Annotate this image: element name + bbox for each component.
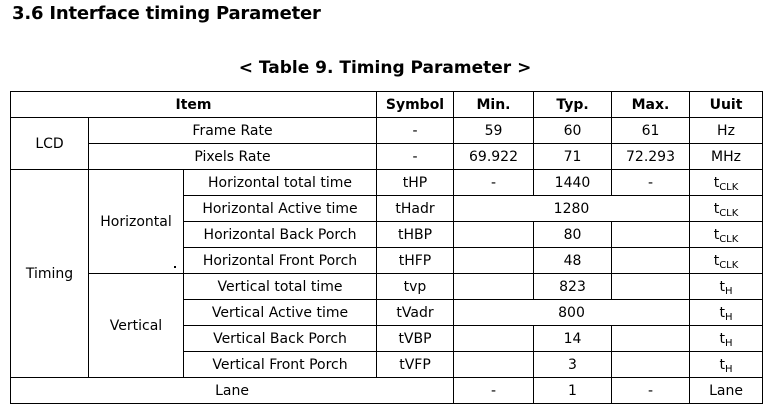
cell-min <box>454 274 534 300</box>
cell-max <box>612 352 690 378</box>
unit-base: t <box>713 252 720 269</box>
header-symbol: Symbol <box>377 92 454 118</box>
cell-unit: Hz <box>690 118 763 144</box>
cell-symbol: tHadr <box>377 196 454 222</box>
cell-unit <box>690 170 763 196</box>
cell-unit <box>690 326 763 352</box>
header-typ: Typ. <box>534 92 612 118</box>
cell-unit <box>690 196 763 222</box>
cell-symbol: tHBP <box>377 222 454 248</box>
cell-min <box>454 222 534 248</box>
unit-base: t <box>719 330 725 347</box>
cell-item: Horizontal Back Porch <box>184 222 377 248</box>
cell-symbol: tVBP <box>377 326 454 352</box>
cell-item: Horizontal Front Porch <box>184 248 377 274</box>
cell-min: 69.922 <box>454 144 534 170</box>
cell-min: - <box>454 170 534 196</box>
cell-typ: 3 <box>534 352 612 378</box>
cell-unit <box>690 300 763 326</box>
cell-symbol: - <box>377 118 454 144</box>
subgroup-label-vertical: Vertical <box>89 274 184 378</box>
header-min: Min. <box>454 92 534 118</box>
cell-item: Pixels Rate <box>89 144 377 170</box>
unit-subscript: H <box>724 337 733 349</box>
unit-subscript: H <box>724 363 733 375</box>
cell-unit: Lane <box>690 378 763 404</box>
cell-max: 72.293 <box>612 144 690 170</box>
unit-base: t <box>719 356 725 373</box>
cell-unit: MHz <box>690 144 763 170</box>
cell-typ: 800 <box>454 300 690 326</box>
group-label-timing: Timing <box>11 170 89 378</box>
cell-max <box>612 274 690 300</box>
unit-subscript: CLK <box>719 259 739 271</box>
cell-min: 59 <box>454 118 534 144</box>
cell-item: Frame Rate <box>89 118 377 144</box>
cell-typ: 60 <box>534 118 612 144</box>
timing-parameter-table <box>10 91 763 404</box>
cell-typ: 1280 <box>454 196 690 222</box>
cell-typ: 71 <box>534 144 612 170</box>
table-row <box>11 144 763 170</box>
table-row <box>11 170 763 196</box>
cell-min <box>454 352 534 378</box>
subgroup-label-horizontal: Horizontal <box>89 170 184 274</box>
cell-item: Vertical Front Porch <box>184 352 377 378</box>
unit-base: t <box>719 304 725 321</box>
cell-max: - <box>612 170 690 196</box>
cell-max: - <box>612 378 690 404</box>
cell-typ: 1440 <box>534 170 612 196</box>
cell-item: Lane <box>11 378 454 404</box>
cell-typ: 1 <box>534 378 612 404</box>
table-caption: < Table 9. Timing Parameter > <box>238 58 532 78</box>
unit-subscript: CLK <box>719 181 739 193</box>
unit-base: t <box>713 174 720 191</box>
cell-typ: 823 <box>534 274 612 300</box>
table-row <box>11 378 763 404</box>
table-header-row <box>11 92 763 118</box>
cell-min <box>454 248 534 274</box>
unit-subscript: H <box>724 285 733 297</box>
cell-item: Vertical Active time <box>184 300 377 326</box>
unit-base: t <box>713 226 720 243</box>
cell-max <box>612 326 690 352</box>
cell-max: 61 <box>612 118 690 144</box>
cell-symbol: tHP <box>377 170 454 196</box>
cell-item: Horizontal Active time <box>184 196 377 222</box>
cell-min <box>454 326 534 352</box>
cell-symbol: tHFP <box>377 248 454 274</box>
cell-max <box>612 248 690 274</box>
cell-symbol: tvp <box>377 274 454 300</box>
cell-typ: 14 <box>534 326 612 352</box>
cell-min: - <box>454 378 534 404</box>
group-label-lcd: LCD <box>11 118 89 170</box>
cell-unit <box>690 274 763 300</box>
table-row <box>11 118 763 144</box>
section-heading: 3.6 Interface timing Parameter <box>12 3 321 24</box>
cell-symbol: tVFP <box>377 352 454 378</box>
cell-typ: 48 <box>534 248 612 274</box>
cell-typ: 80 <box>534 222 612 248</box>
table-row <box>11 274 763 300</box>
unit-subscript: H <box>724 311 733 323</box>
unit-subscript: CLK <box>719 207 739 219</box>
header-item: Item <box>11 92 377 118</box>
unit-base: t <box>713 200 720 217</box>
cell-unit <box>690 248 763 274</box>
cell-max <box>612 222 690 248</box>
cell-unit <box>690 352 763 378</box>
cell-symbol: tVadr <box>377 300 454 326</box>
cell-item: Vertical Back Porch <box>184 326 377 352</box>
unit-subscript: CLK <box>719 233 739 245</box>
header-unit: Uuit <box>690 92 763 118</box>
cell-unit <box>690 222 763 248</box>
header-max: Max. <box>612 92 690 118</box>
cell-item: Horizontal total time <box>184 170 377 196</box>
cell-item: Vertical total time <box>184 274 377 300</box>
unit-base: t <box>719 278 725 295</box>
cell-symbol: - <box>377 144 454 170</box>
